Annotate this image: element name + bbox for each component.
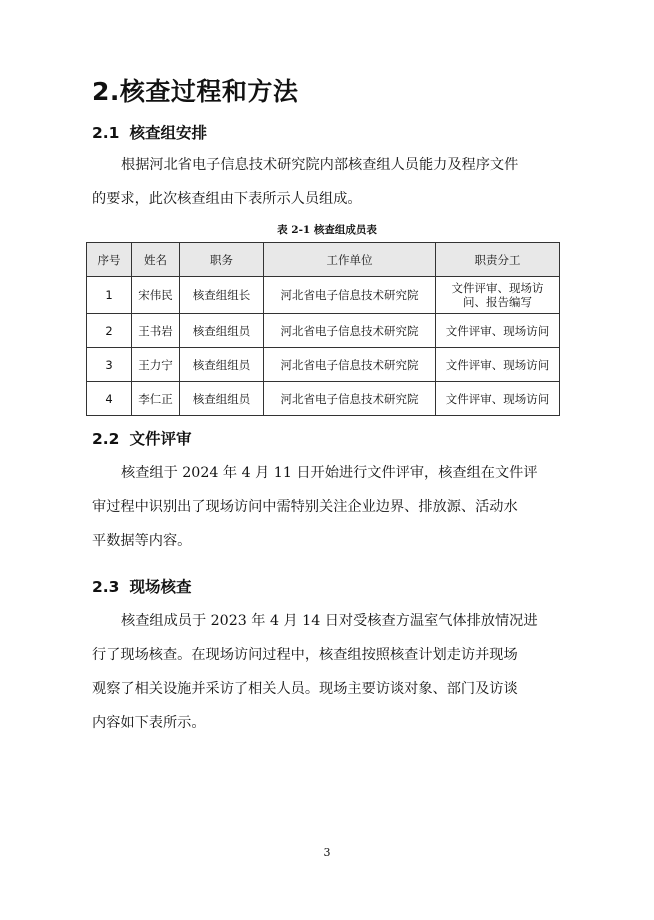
cell-role: 核查组组员 <box>180 314 264 348</box>
section-title: 核查组安排 <box>129 124 207 142</box>
section-number: 2.1 <box>92 124 120 142</box>
paragraph-line: 内容如下表所示。 <box>92 715 206 731</box>
paragraph-line: 平数据等内容。 <box>92 533 192 549</box>
cell-duty: 文件评审、现场访问 <box>436 382 560 416</box>
paragraph-2-1 <box>92 148 562 216</box>
paragraph-line: 根据河北省电子信息技术研究院内部核查组人员能力及程序文件 <box>121 157 519 173</box>
cell-role: 核查组组员 <box>180 382 264 416</box>
section-number: 2.3 <box>92 578 120 596</box>
cell-unit: 河北省电子信息技术研究院 <box>264 382 436 416</box>
table-row <box>87 314 560 348</box>
duty-text: 文件评审、现场访问、报告编写 <box>451 281 544 309</box>
column-header-role: 职务 <box>180 243 264 277</box>
cell-no: 1 <box>87 277 132 314</box>
section-title: 文件评审 <box>129 430 192 448</box>
section-heading-2-1 <box>92 121 207 143</box>
paragraph-line: 行了现场核查。在现场访问过程中，核查组按照核查计划走访并现场 <box>92 647 518 663</box>
paragraph-line: 审过程中识别出了现场访问中需特别关注企业边界、排放源、活动水 <box>92 499 518 515</box>
cell-role: 核查组组长 <box>180 277 264 314</box>
cell-duty <box>436 277 560 314</box>
section-heading-2-2 <box>92 427 191 449</box>
paragraph-2-2 <box>92 456 562 558</box>
paragraph-line: 核查组于 2024 年 4 月 11 日开始进行文件评审，核查组在文件评 <box>121 465 538 481</box>
cell-no: 2 <box>87 314 132 348</box>
cell-role: 核查组组员 <box>180 348 264 382</box>
column-header-unit: 工作单位 <box>264 243 436 277</box>
cell-name: 宋伟民 <box>132 277 180 314</box>
column-header-no: 序号 <box>87 243 132 277</box>
table-caption: 表 2-1 核查组成员表 <box>277 224 377 236</box>
cell-no: 3 <box>87 348 132 382</box>
table-row <box>87 277 560 314</box>
column-header-name: 姓名 <box>132 243 180 277</box>
paragraph-2-3 <box>92 604 562 740</box>
table-header-row <box>87 243 560 277</box>
cell-name: 王力宁 <box>132 348 180 382</box>
paragraph-line: 核查组成员于 2023 年 4 月 14 日对受核查方温室气体排放情况进 <box>121 613 538 629</box>
section-heading-2-3 <box>92 575 191 597</box>
column-header-duty: 职责分工 <box>436 243 560 277</box>
section-number: 2.2 <box>92 430 120 448</box>
paragraph-line: 观察了相关设施并采访了相关人员。现场主要访谈对象、部门及访谈 <box>92 681 518 697</box>
chapter-title: 2.核查过程和方法 <box>92 77 299 106</box>
page-number: 3 <box>323 846 331 859</box>
cell-no: 4 <box>87 382 132 416</box>
cell-unit: 河北省电子信息技术研究院 <box>264 277 436 314</box>
cell-duty: 文件评审、现场访问 <box>436 348 560 382</box>
cell-name: 王书岩 <box>132 314 180 348</box>
cell-name: 李仁正 <box>132 382 180 416</box>
table-row <box>87 382 560 416</box>
paragraph-line: 的要求，此次核查组由下表所示人员组成。 <box>92 191 362 207</box>
cell-duty: 文件评审、现场访问 <box>436 314 560 348</box>
members-table <box>86 242 560 416</box>
cell-unit: 河北省电子信息技术研究院 <box>264 314 436 348</box>
cell-unit: 河北省电子信息技术研究院 <box>264 348 436 382</box>
section-title: 现场核查 <box>129 578 192 596</box>
table-row <box>87 348 560 382</box>
